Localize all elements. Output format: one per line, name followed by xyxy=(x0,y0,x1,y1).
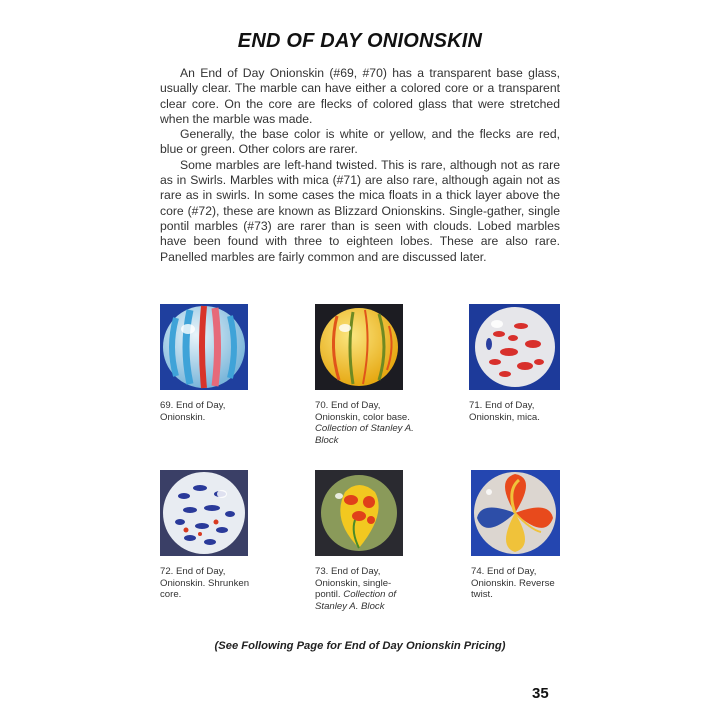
figure-caption-69: 69. End of Day, Onionskin. xyxy=(160,400,226,423)
figure-caption-70: 70. End of Day, Onionskin, color base. Collection of Stanley A. Block xyxy=(315,400,414,446)
paragraph: Some marbles are left-hand twisted. This is rare, although not as rare as in Swirls. Marbles with mica (#71) are also rare, although again not as rare as in swirls. In some cases the mica floats in a thick layer above the core (#72), these are known as Blizzard Onionskins. Single-gather, single pontil marbles (#73) are rarer than is seen with clouds. Lobed marbles have been found with three to eighteen lobes. These are also rare. Panelled marbles are fairly common and are discussed later. xyxy=(160,157,560,264)
page-number: 35 xyxy=(532,685,549,702)
marble-photo-73 xyxy=(315,470,403,556)
marble-photo-74 xyxy=(471,470,560,556)
page-title: END OF DAY ONIONSKIN xyxy=(237,30,483,52)
figure-caption-73: 73. End of Day, Onionskin, single-pontil. Collection of Stanley A. Block xyxy=(315,566,397,612)
paragraph: Generally, the base color is white or yellow, and the flecks are red, blue or green. Other colors are rarer. xyxy=(160,127,560,157)
marble-photo-71 xyxy=(469,304,560,390)
marble-photo-70 xyxy=(315,304,403,390)
marble-photo-69 xyxy=(160,304,248,390)
figure-caption-72: 72. End of Day, Onionskin. Shrunken core. xyxy=(160,566,250,600)
paragraph: An End of Day Onionskin (#69, #70) has a transparent base glass, usually clear. The marble can have either a colored core or a transparent clear core. On the core are flecks of colored glass that were stretched when the marble was made. xyxy=(160,66,560,126)
marble-photo-72 xyxy=(160,470,248,556)
figure-caption-74: 74. End of Day, Onionskin. Reverse twist. xyxy=(471,566,555,600)
body-text xyxy=(160,66,560,265)
pricing-note: (See Following Page for End of Day Onionskin Pricing) xyxy=(214,640,506,652)
photo-credit: Collection of Stanley A. Block xyxy=(315,423,414,446)
figure-caption-71: 71. End of Day, Onionskin, mica. xyxy=(469,400,540,423)
photo-credit: Collection of Stanley A. Block xyxy=(315,589,397,612)
